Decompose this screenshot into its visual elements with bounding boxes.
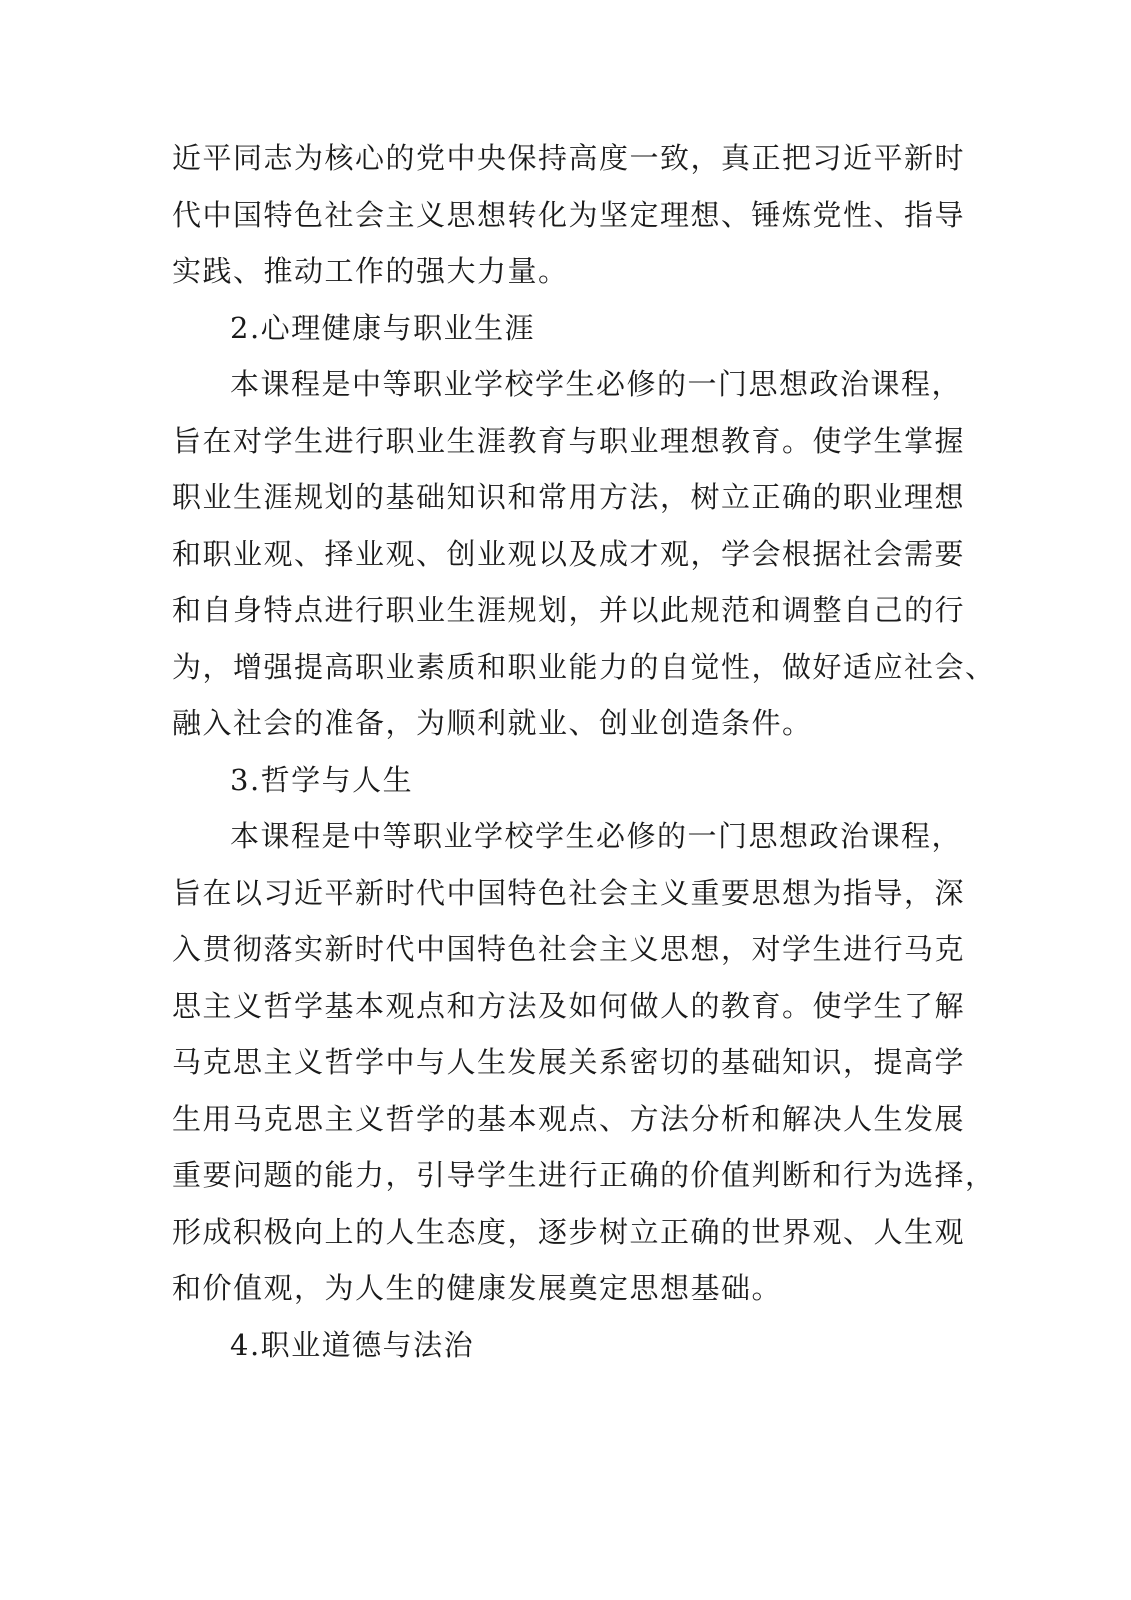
paragraph-line: 和价值观，为人生的健康发展奠定思想基础。 [172,1271,783,1305]
paragraph-line: 代中国特色社会主义思想转化为坚定理想、锤炼党性、指导 [172,198,966,232]
paragraph-line: 本课程是中等职业学校学生必修的一门思想政治课程， [230,819,963,853]
section-heading: 3.哲学与人生 [230,763,414,797]
paragraph-line: 入贯彻落实新时代中国特色社会主义思想，对学生进行马克 [172,932,966,966]
paragraph-line: 形成积极向上的人生态度，逐步树立正确的世界观、人生观 [172,1215,966,1249]
section-heading: 4.职业道德与法治 [230,1328,475,1362]
paragraph-line: 重要问题的能力，引导学生进行正确的价值判断和行为选择， [172,1158,996,1192]
paragraph-line: 生用马克思主义哲学的基本观点、方法分析和解决人生发展 [172,1102,966,1136]
paragraph-line: 实践、推动工作的强大力量。 [172,254,569,288]
paragraph-line: 马克思主义哲学中与人生发展关系密切的基础知识，提高学 [172,1045,966,1079]
paragraph-line: 本课程是中等职业学校学生必修的一门思想政治课程， [230,367,963,401]
paragraph-line: 为，增强提高职业素质和职业能力的自觉性，做好适应社会、 [172,650,996,684]
paragraph-line: 和职业观、择业观、创业观以及成才观，学会根据社会需要 [172,537,966,571]
paragraph-line: 旨在对学生进行职业生涯教育与职业理想教育。使学生掌握 [172,424,966,458]
paragraph-line: 职业生涯规划的基础知识和常用方法，树立正确的职业理想 [172,480,966,514]
paragraph-line: 和自身特点进行职业生涯规划，并以此规范和调整自己的行 [172,593,966,627]
paragraph-line: 融入社会的准备，为顺利就业、创业创造条件。 [172,706,813,740]
paragraph-line: 思主义哲学基本观点和方法及如何做人的教育。使学生了解 [172,989,966,1023]
section-heading: 2.心理健康与职业生涯 [230,311,536,345]
paragraph-line: 近平同志为核心的党中央保持高度一致，真正把习近平新时 [172,141,966,175]
paragraph-line: 旨在以习近平新时代中国特色社会主义重要思想为指导，深 [172,876,966,910]
